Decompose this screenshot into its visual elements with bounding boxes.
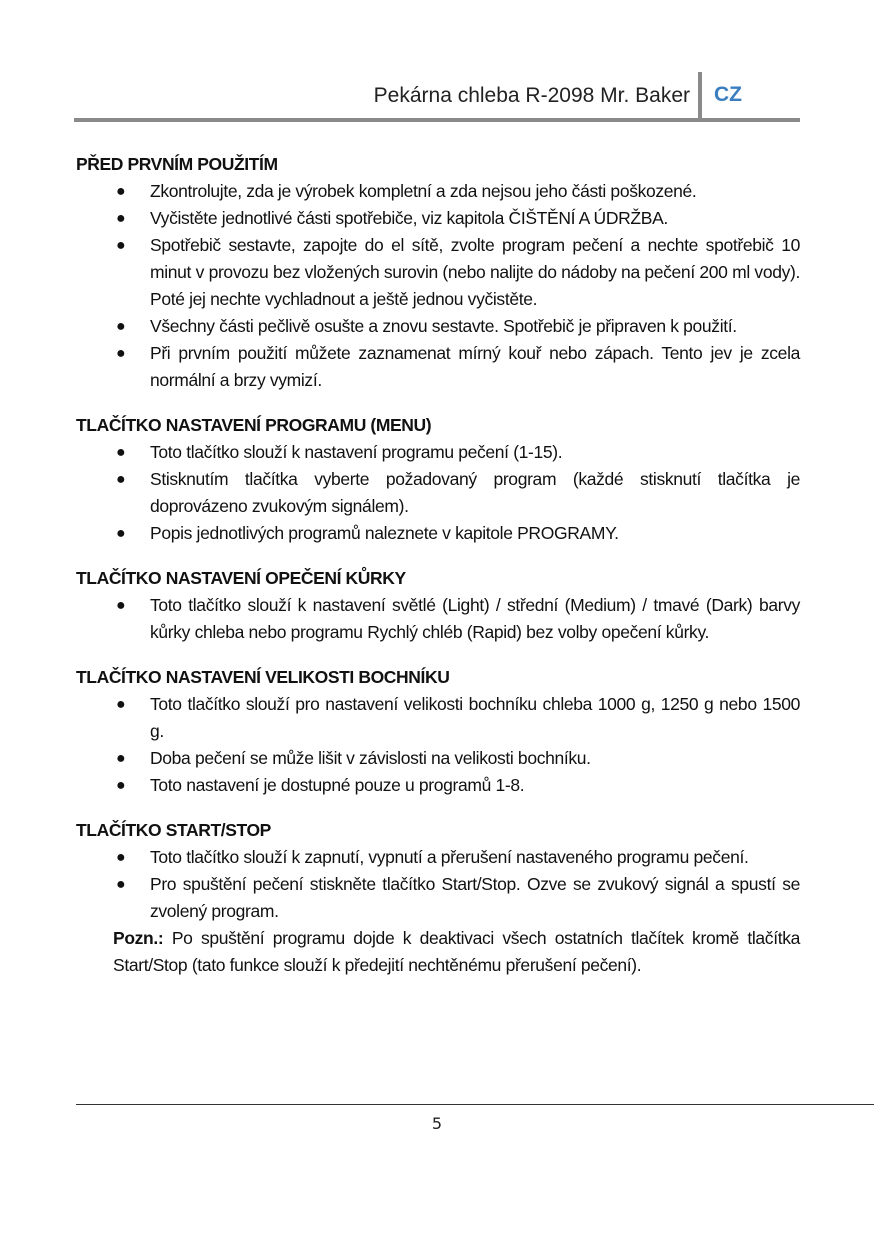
list-item xyxy=(76,232,800,313)
page-header xyxy=(74,70,800,124)
note-text: Po spuštění programu dojde k deaktivaci všech ostatních tlačítek kromě tlačítka Start/Stop (tato funkce slouží k předejití nechtěnému přerušení pečení). xyxy=(113,928,800,975)
list-item xyxy=(76,592,800,646)
header-separator xyxy=(698,72,702,120)
section-title: PŘED PRVNÍM POUŽITÍM xyxy=(76,154,278,174)
bullet-list xyxy=(76,592,800,646)
list-item xyxy=(76,313,800,340)
list-item xyxy=(76,871,800,925)
bullet-icon: ● xyxy=(116,444,126,461)
bullet-icon: ● xyxy=(116,777,126,794)
bullet-icon: ● xyxy=(116,237,126,254)
bullet-list xyxy=(76,439,800,547)
bullet-list xyxy=(76,844,800,925)
list-item xyxy=(76,844,800,871)
list-item xyxy=(76,439,800,466)
bullet-icon: ● xyxy=(116,345,126,362)
list-item-text: Popis jednotlivých programů naleznete v kapitole PROGRAMY. xyxy=(150,523,619,543)
list-item-text: Zkontrolujte, zda je výrobek kompletní a zda nejsou jeho části poškozené. xyxy=(150,181,697,201)
list-item-text: Vyčistěte jednotlivé části spotřebiče, viz kapitola ČIŠTĚNÍ A ÚDRŽBA. xyxy=(150,208,668,228)
list-item xyxy=(76,691,800,745)
bullet-list xyxy=(76,178,800,394)
bullet-icon: ● xyxy=(116,318,126,335)
list-item xyxy=(76,466,800,520)
list-item xyxy=(76,745,800,772)
list-item-text: Toto tlačítko slouží k zapnutí, vypnutí a přerušení nastaveného programu pečení. xyxy=(150,847,749,867)
bullet-icon: ● xyxy=(116,750,126,767)
document-body xyxy=(76,150,800,996)
bullet-icon: ● xyxy=(116,471,126,488)
section-before-first-use xyxy=(76,150,800,394)
section-title: TLAČÍTKO NASTAVENÍ VELIKOSTI BOCHNÍKU xyxy=(76,667,450,687)
list-item-text: Toto tlačítko slouží k nastavení světlé (Light) / střední (Medium) / tmavé (Dark) barvy kůrky chleba nebo programu Rychlý chléb (Rapid) bez volby opečení kůrky. xyxy=(150,595,800,642)
bullet-icon: ● xyxy=(116,525,126,542)
section-crust-button xyxy=(76,564,800,646)
bullet-icon: ● xyxy=(116,696,126,713)
list-item-text: Při prvním použití můžete zaznamenat mírný kouř nebo zápach. Tento jev je zcela normální a brzy vymizí. xyxy=(150,343,800,390)
list-item-text: Toto tlačítko slouží k nastavení programu pečení (1-15). xyxy=(150,442,563,462)
bullet-icon: ● xyxy=(116,210,126,227)
section-menu-button xyxy=(76,411,800,547)
list-item xyxy=(76,772,800,799)
bullet-icon: ● xyxy=(116,597,126,614)
header-title: Pekárna chleba R-2098 Mr. Baker xyxy=(373,84,690,107)
bullet-icon: ● xyxy=(116,876,126,893)
bullet-icon: ● xyxy=(116,183,126,200)
language-code: CZ xyxy=(714,83,742,106)
footer-rule xyxy=(76,1104,874,1105)
section-start-stop-button xyxy=(76,816,800,979)
list-item xyxy=(76,205,800,232)
list-item-text: Stisknutím tlačítka vyberte požadovaný program (každé stisknutí tlačítka je doprovázeno zvukovým signálem). xyxy=(150,469,800,516)
list-item-text: Pro spuštění pečení stiskněte tlačítko Start/Stop. Ozve se zvukový signál a spustí se zvolený program. xyxy=(150,874,800,921)
list-item-text: Doba pečení se může lišit v závislosti na velikosti bochníku. xyxy=(150,748,591,768)
bullet-list xyxy=(76,691,800,799)
list-item-text: Spotřebič sestavte, zapojte do el sítě, zvolte program pečení a nechte spotřebič 10 minut v provozu bez vložených surovin (nebo nalijte do nádoby na pečení 200 ml vody). Poté jej nechte vychladnout a ještě jednou vyčistěte. xyxy=(150,235,800,309)
note-label: Pozn.: xyxy=(113,928,164,948)
section-title: TLAČÍTKO NASTAVENÍ OPEČENÍ KŮRKY xyxy=(76,568,406,588)
list-item-text: Toto tlačítko slouží pro nastavení velikosti bochníku chleba 1000 g, 1250 g nebo 1500 g. xyxy=(150,694,800,741)
section-title: TLAČÍTKO START/STOP xyxy=(76,820,271,840)
list-item xyxy=(76,178,800,205)
list-item xyxy=(76,340,800,394)
section-loaf-size-button xyxy=(76,663,800,799)
list-item xyxy=(76,520,800,547)
bullet-icon: ● xyxy=(116,849,126,866)
list-item-text: Toto nastavení je dostupné pouze u programů 1-8. xyxy=(150,775,525,795)
note-paragraph xyxy=(76,925,800,979)
header-rule xyxy=(74,118,800,122)
section-title: TLAČÍTKO NASTAVENÍ PROGRAMU (MENU) xyxy=(76,415,432,435)
page-number: 5 xyxy=(431,1114,443,1133)
list-item-text: Všechny části pečlivě osušte a znovu sestavte. Spotřebič je připraven k použití. xyxy=(150,316,737,336)
